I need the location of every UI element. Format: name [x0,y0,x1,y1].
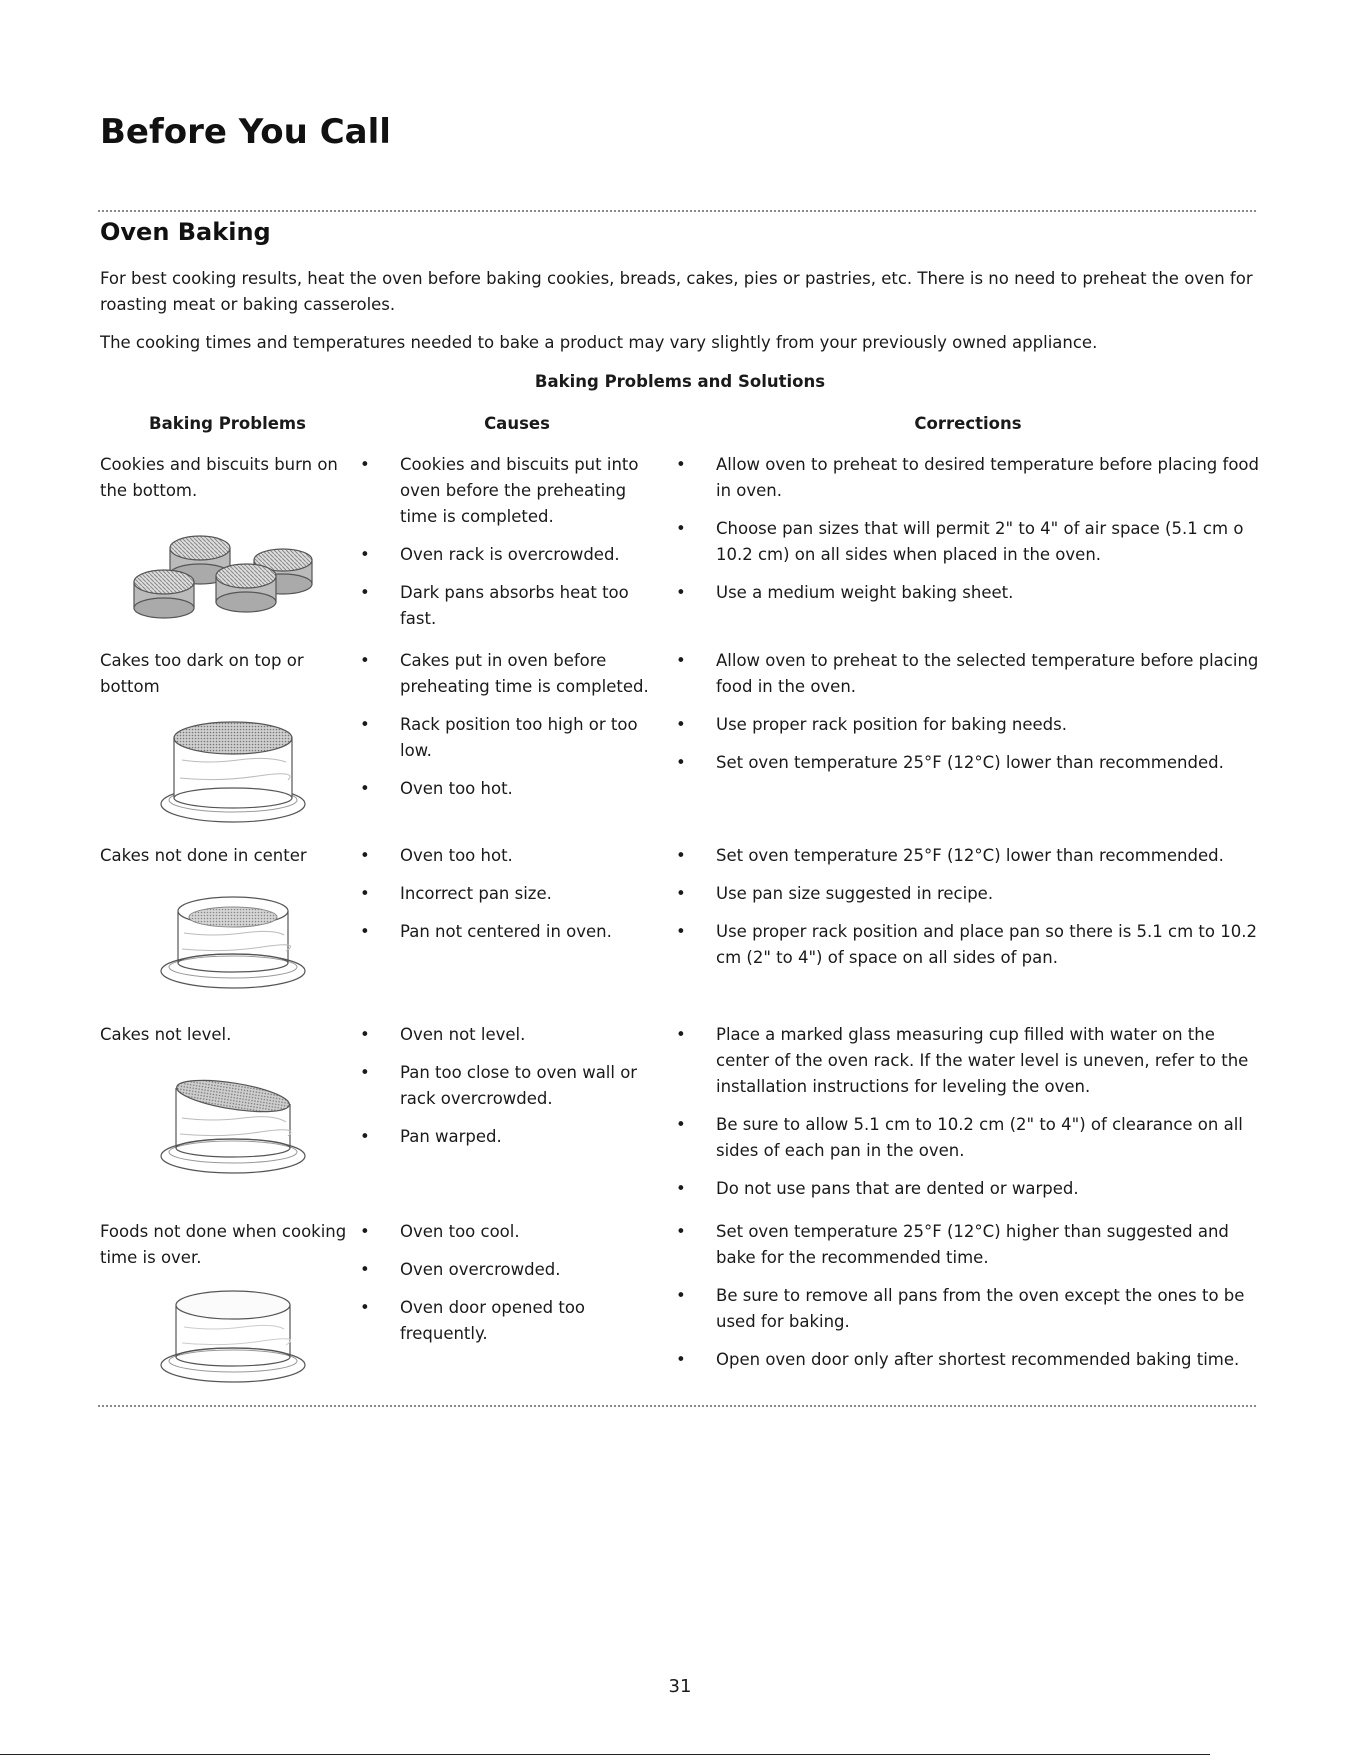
bullet-icon: • [676,846,686,865]
intro-paragraph-1: For best cooking results, heat the oven before baking cookies, breads, cakes, pies or pastries, etc. There is no need to preheat the oven for roasting meat or baking casseroles. [100,269,1253,314]
cause-item: • Oven overcrowded. [360,1257,660,1283]
cause-item: • Pan too close to oven wall or rack overcrowded. [360,1060,660,1112]
corrections-list [676,648,1260,788]
cause-item: • Cookies and biscuits put into oven before the preheating time is completed. [360,452,660,530]
bullet-icon: • [360,1260,370,1279]
bullet-icon: • [360,779,370,798]
bullet-icon: • [360,1298,370,1317]
table-title: Baking Problems and Solutions [534,372,826,391]
bullet-icon: • [360,583,370,602]
causes-list [360,1022,660,1162]
bullet-icon: • [676,1179,686,1198]
cause-item: • Oven too cool. [360,1219,660,1245]
bullet-icon: • [676,1286,686,1305]
bullet-icon: • [676,455,686,474]
cause-item: • Rack position too high or too low. [360,712,660,764]
correction-item: • Allow oven to preheat to the selected temperature before placing food in the oven. [676,648,1260,700]
correction-item: • Be sure to allow 5.1 cm to 10.2 cm (2" to 4") of clearance on all sides of each pan in the oven. [676,1112,1260,1164]
corrections-list [676,1022,1260,1214]
section-title: Oven Baking [100,218,271,246]
correction-item: • Use proper rack position and place pan so there is 5.1 cm to 10.2 cm (2" to 4") of space on all sides of pan. [676,919,1260,971]
bullet-icon: • [676,922,686,941]
correction-item: • Do not use pans that are dented or warped. [676,1176,1260,1202]
intro-paragraph-2: The cooking times and temperatures needed to bake a product may vary slightly from your previously owned appliance. [100,333,1098,352]
bullet-icon: • [360,715,370,734]
problem-label: Cakes too dark on top or bottom [100,651,304,696]
cause-item: • Cakes put in oven before preheating time is completed. [360,648,660,700]
page-edge-line [0,1754,1210,1755]
corrections-list [676,452,1260,618]
bullet-icon: • [360,455,370,474]
bullet-icon: • [360,651,370,670]
top-divider [98,210,1256,212]
causes-list [360,648,660,814]
cake-tilted-illustration [158,1072,308,1176]
cause-item: • Pan warped. [360,1124,660,1150]
problem-label: Cookies and biscuits burn on the bottom. [100,455,338,500]
correction-item: • Open oven door only after shortest recommended baking time. [676,1347,1260,1373]
bullet-icon: • [676,753,686,772]
correction-item: • Set oven temperature 25°F (12°C) lower than recommended. [676,750,1260,776]
cause-item: • Oven rack is overcrowded. [360,542,660,568]
bullet-icon: • [360,1025,370,1044]
cause-item: • Dark pans absorbs heat too fast. [360,580,660,632]
cause-item: • Incorrect pan size. [360,881,660,907]
cause-item: • Oven not level. [360,1022,660,1048]
problem-label: Cakes not done in center [100,846,307,865]
correction-item: • Place a marked glass measuring cup filled with water on the center of the oven rack. If the water level is uneven, refer to the installation instructions for leveling the oven. [676,1022,1260,1100]
correction-item: • Use proper rack position for baking needs. [676,712,1260,738]
causes-list [360,452,660,644]
bullet-icon: • [676,715,686,734]
cause-item: • Oven too hot. [360,843,660,869]
bullet-icon: • [676,1222,686,1241]
bullet-icon: • [676,651,686,670]
problem-label: Foods not done when cooking time is over. [100,1222,347,1267]
correction-item: • Be sure to remove all pans from the oven except the ones to be used for baking. [676,1283,1260,1335]
correction-item: • Set oven temperature 25°F (12°C) higher than suggested and bake for the recommended time. [676,1219,1260,1271]
bullet-icon: • [360,1063,370,1082]
page-title: Before You Call [100,112,391,152]
corrections-list [676,843,1260,983]
correction-item: • Use a medium weight baking sheet. [676,580,1260,606]
header-causes: Causes [484,414,550,433]
bullet-icon: • [676,884,686,903]
bottom-divider [98,1405,1256,1407]
bullet-icon: • [676,1025,686,1044]
bullet-icon: • [676,1350,686,1369]
bullet-icon: • [360,846,370,865]
bullet-icon: • [360,545,370,564]
cake-sunken-illustration [158,893,308,991]
cake-dark-illustration [158,716,308,826]
bullet-icon: • [676,519,686,538]
header-baking-problems: Baking Problems [149,414,306,433]
corrections-list [676,1219,1260,1385]
correction-item: • Choose pan sizes that will permit 2" to 4" of air space (5.1 cm o 10.2 cm) on all sides when placed in the oven. [676,516,1260,568]
bullet-icon: • [360,884,370,903]
cause-item: • Pan not centered in oven. [360,919,660,945]
cause-item: • Oven door opened too frequently. [360,1295,660,1347]
page-number: 31 [668,1676,692,1697]
header-corrections: Corrections [914,414,1022,433]
bullet-icon: • [676,583,686,602]
causes-list [360,843,660,957]
bullet-icon: • [360,922,370,941]
correction-item: • Use pan size suggested in recipe. [676,881,1260,907]
cake-pale-illustration [158,1287,308,1385]
correction-item: • Allow oven to preheat to desired temperature before placing food in oven. [676,452,1260,504]
cookies-illustration [130,534,330,632]
bullet-icon: • [676,1115,686,1134]
bullet-icon: • [360,1127,370,1146]
correction-item: • Set oven temperature 25°F (12°C) lower than recommended. [676,843,1260,869]
problem-label: Cakes not level. [100,1025,232,1044]
cause-item: • Oven too hot. [360,776,660,802]
causes-list [360,1219,660,1359]
bullet-icon: • [360,1222,370,1241]
